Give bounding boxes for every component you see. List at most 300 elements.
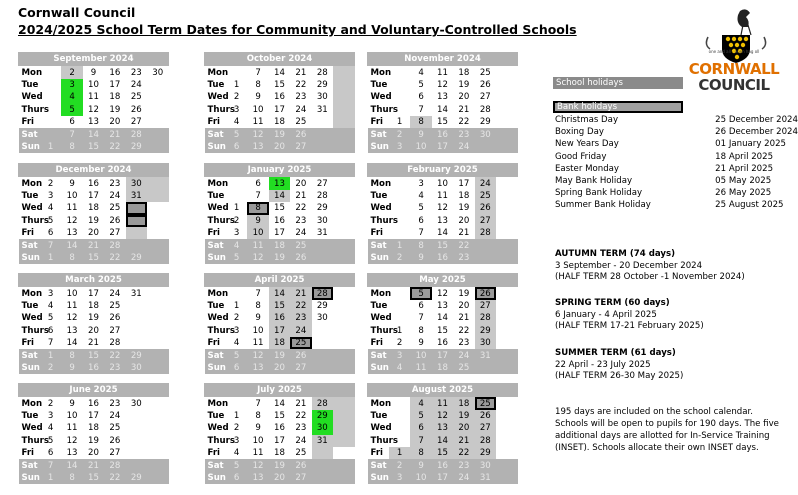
week-row [205,141,355,153]
day-cell: 1 [233,79,240,90]
day-cell: 3 [389,141,410,153]
day-label: Sun [205,252,226,264]
week-row [205,104,355,116]
day-cell: 26 [475,287,496,300]
day-cell: 16 [437,338,448,349]
day-label: Sat [205,128,226,140]
day-label: Sat [205,459,226,471]
day-cell: 31 [475,349,496,361]
day-cell: 2 [233,92,240,103]
day-label: Tue [21,410,39,421]
day-cell: 25 [109,300,121,311]
month-calendar [204,52,355,153]
day-cell: 22 [104,472,125,484]
day-label: Wed [370,92,392,103]
day-cell [312,239,333,251]
day-cell [496,422,517,434]
day-cell [312,447,333,459]
day-cell: 23 [453,459,474,471]
day-cell [126,410,147,422]
week-row [368,349,518,361]
day-cell: 8 [255,300,261,311]
day-cell: 22 [295,203,307,214]
day-label: Sat [19,128,40,140]
day-cell: 12 [437,79,448,90]
day-cell: 1 [389,447,410,459]
day-cell: 5 [226,349,247,361]
day-cell: 19 [458,203,470,214]
day-cell [147,252,168,264]
bank-holiday-row [555,126,798,138]
day-label: Tue [207,300,225,311]
day-cell: 6 [418,215,424,226]
day-cell: 25 [130,92,142,103]
day-cell: 14 [274,398,285,409]
day-cell [389,410,410,422]
week-row [205,422,355,434]
day-cell: 3 [233,435,240,446]
term-heading: SUMMER TERM (61 days) [555,348,676,358]
day-label: Mon [207,398,229,409]
day-cell [496,472,517,484]
day-cell: 16 [432,459,453,471]
week-row [205,410,355,422]
day-cell [226,177,247,190]
day-cell [389,227,410,239]
day-cell: 11 [66,203,78,214]
week-row [205,337,355,349]
day-cell: 8 [61,472,82,484]
day-cell [147,337,168,349]
day-cell: 7 [40,459,61,471]
day-cell [333,116,354,128]
day-label: Mon [370,178,392,189]
holiday-name: Boxing Day [555,127,604,138]
day-cell: 7 [418,228,424,239]
day-label: Fri [207,448,221,459]
day-cell: 23 [130,67,142,78]
week-row [19,459,169,471]
month-title: March 2025 [19,274,169,287]
term-half-term: (HALF TERM 17-21 February 2025) [555,321,704,331]
day-label: Tue [370,300,388,311]
day-cell: 3 [47,288,54,299]
week-row [368,325,518,337]
day-cell: 28 [109,338,121,349]
day-label: Mon [21,67,43,78]
week-row [205,472,355,484]
holiday-date: 25 August 2025 [715,200,784,211]
day-cell: 9 [255,92,261,103]
day-cell: 4 [61,91,82,103]
bank-holiday-list [555,114,798,212]
day-cell: 21 [458,104,470,115]
week-row [368,141,518,153]
day-cell [389,312,410,324]
day-cell: 29 [312,410,333,422]
day-label: Sat [205,349,226,361]
day-label: Thurs [370,325,398,336]
day-cell [333,422,354,434]
day-label: Tue [21,79,39,90]
day-cell [389,397,410,410]
week-row [205,325,355,337]
day-cell: 11 [437,67,448,78]
day-cell: 11 [252,448,264,459]
day-cell: 26 [290,252,311,264]
day-cell: 7 [40,239,61,251]
day-cell: 12 [88,104,99,115]
day-cell [126,447,147,459]
day-cell: 17 [274,104,285,115]
day-cell [333,190,354,202]
day-cell: 29 [126,349,147,361]
week-row [19,397,169,410]
month-title: February 2025 [368,164,518,177]
day-cell: 29 [316,203,328,214]
day-cell: 22 [453,239,474,251]
day-cell [147,215,168,227]
day-cell [312,325,333,337]
day-cell: 21 [295,398,307,409]
bank-holiday-row [555,163,798,175]
day-cell: 18 [432,362,453,374]
day-cell: 23 [290,312,311,324]
week-row [19,215,169,227]
day-cell: 21 [295,67,307,78]
day-cell: 7 [47,338,54,349]
week-row [368,362,518,374]
day-cell: 11 [66,423,78,434]
day-cell: 26 [109,313,121,324]
week-row [19,239,169,251]
day-cell: 22 [458,117,470,128]
day-cell [333,66,354,79]
day-cell: 2 [47,398,54,409]
month-calendar [367,52,518,153]
day-cell: 30 [152,67,164,78]
day-label: Sat [368,128,389,140]
day-cell: 7 [410,435,431,447]
week-row [19,337,169,349]
week-row [205,190,355,202]
day-label: Thurs [370,435,398,446]
day-cell: 18 [269,239,290,251]
day-cell: 15 [83,141,104,153]
holiday-name: May Bank Holiday [555,176,633,187]
day-cell: 15 [437,117,448,128]
day-cell [333,447,354,459]
day-cell [126,202,147,214]
bank-holiday-row [555,187,798,199]
day-cell: 31 [475,472,496,484]
day-cell: 14 [432,435,453,447]
day-cell [496,104,517,116]
day-label: Sun [19,472,40,484]
week-row [205,252,355,264]
day-cell: 25 [109,203,121,214]
day-cell: 7 [255,288,261,299]
day-cell: 15 [83,472,104,484]
week-row [368,128,518,140]
day-label: Sun [19,252,40,264]
day-cell: 14 [269,190,290,202]
day-cell: 28 [104,239,125,251]
day-cell: 6 [226,141,247,153]
day-label: Thurs [207,435,235,446]
week-row [205,177,355,190]
day-cell: 15 [432,239,453,251]
day-cell [147,239,168,251]
week-row [19,79,169,91]
day-cell [147,177,168,190]
day-cell [333,397,354,410]
day-label: Mon [207,178,229,189]
day-cell: 14 [269,287,290,300]
day-cell [389,422,410,434]
week-row [368,227,518,239]
autumn-term-block [555,249,745,284]
day-label: Tue [207,410,225,421]
term-heading: AUTUMN TERM (74 days) [555,249,676,259]
holiday-date: 21 April 2025 [715,163,774,174]
day-label: Fri [207,228,221,239]
day-cell: 4 [418,190,424,201]
day-cell: 13 [437,300,448,311]
day-cell: 4 [47,300,54,311]
day-label: Sat [19,349,40,361]
day-cell: 5 [61,104,82,116]
day-cell: 5 [410,287,431,300]
day-cell [475,252,496,264]
spring-term-block [555,298,704,333]
week-row [368,116,518,128]
day-label: Thurs [207,215,235,226]
day-label: Sun [205,362,226,374]
day-cell: 13 [269,177,290,190]
day-cell: 23 [109,398,121,409]
term-heading: SPRING TERM (60 days) [555,298,670,308]
day-cell: 3 [418,178,424,189]
day-cell: 24 [290,325,311,337]
day-cell [147,104,168,116]
day-cell: 5 [226,128,247,140]
day-cell: 10 [252,325,264,336]
day-cell: 20 [453,422,474,434]
day-label: Sun [19,141,40,153]
day-cell: 10 [410,472,431,484]
day-cell: 12 [437,288,448,299]
day-cell: 8 [61,141,82,153]
day-cell [475,141,496,153]
day-cell: 6 [410,422,431,434]
week-row [205,397,355,410]
day-cell: 5 [226,252,247,264]
day-cell: 30 [475,459,496,471]
week-row [19,104,169,116]
day-cell: 28 [312,397,333,410]
day-cell: 20 [88,448,99,459]
month-title: July 2025 [205,384,355,397]
day-cell: 26 [130,104,142,115]
week-row [368,300,518,312]
day-cell: 13 [247,141,268,153]
day-cell: 12 [247,349,268,361]
day-cell: 18 [88,203,99,214]
day-cell [333,325,354,337]
month-title: August 2025 [368,384,518,397]
week-row [368,91,518,103]
day-label: Wed [370,203,392,214]
day-cell: 1 [40,252,61,264]
day-label: Sat [368,459,389,471]
day-cell: 6 [418,92,424,103]
day-cell: 25 [295,117,307,128]
day-cell: 15 [432,447,453,459]
day-cell [333,252,354,264]
day-cell: 22 [453,447,474,459]
legend-school-holidays: School holidays [553,77,683,89]
day-cell: 22 [295,79,307,90]
week-row [368,202,518,214]
day-cell: 19 [458,79,470,90]
day-cell: 11 [437,190,448,201]
week-row [368,239,518,251]
day-cell: 14 [437,228,448,239]
day-cell: 15 [83,252,104,264]
day-cell: 1 [389,239,410,251]
week-row [19,66,169,79]
day-cell: 16 [269,312,290,324]
day-cell: 14 [437,313,448,324]
day-cell: 7 [418,313,424,324]
day-cell [496,177,517,190]
day-label: Thurs [370,215,398,226]
day-cell: 9 [61,362,82,374]
day-cell: 30 [312,422,333,434]
day-cell: 24 [295,228,307,239]
legend-bank-holidays: Bank holidays [553,101,683,113]
day-cell: 23 [458,338,470,349]
day-cell: 25 [475,397,496,410]
day-cell: 2 [389,252,410,264]
day-cell [496,349,517,361]
day-cell: 8 [418,325,424,336]
day-cell [389,300,410,312]
day-cell [496,141,517,153]
day-cell: 18 [88,300,99,311]
day-cell [389,287,410,300]
day-label: Tue [370,190,388,201]
day-cell: 29 [475,325,496,337]
holiday-date: 26 December 2024 [715,127,798,138]
day-cell: 27 [316,178,328,189]
day-cell: 18 [88,423,99,434]
day-cell: 4 [226,239,247,251]
day-label: Wed [370,423,392,434]
bank-holiday-row [555,151,798,163]
day-label: Wed [207,92,229,103]
day-label: Wed [21,92,43,103]
day-cell: 2 [396,338,403,349]
day-cell: 25 [290,337,311,349]
day-cell: 28 [475,435,496,447]
week-row [19,362,169,374]
day-cell: 11 [410,362,431,374]
day-cell [333,472,354,484]
week-row [19,349,169,361]
week-row [19,325,169,337]
bank-holiday-row [555,175,798,187]
day-cell: 22 [104,252,125,264]
day-cell: 9 [69,178,75,189]
day-cell: 6 [418,300,424,311]
day-cell [496,410,517,422]
week-row [19,410,169,422]
day-cell: 14 [61,239,82,251]
month-title: October 2024 [205,53,355,66]
day-cell [40,66,61,79]
day-cell: 4 [418,67,424,78]
day-cell: 24 [109,288,121,299]
day-label: Thurs [21,104,49,115]
day-cell: 1 [40,349,61,361]
month-calendar [204,383,355,484]
holiday-date: 25 December 2024 [715,115,798,126]
term-half-term: (HALF TERM 28 October -1 November 2024) [555,272,745,282]
day-cell [496,202,517,214]
day-cell: 24 [475,177,496,190]
day-cell: 2 [233,215,240,226]
day-cell: 4 [410,397,431,410]
day-cell [126,422,147,434]
day-cell [333,410,354,422]
day-cell: 28 [479,104,491,115]
day-cell: 22 [458,325,470,336]
summer-term-block [555,348,683,383]
week-row [368,472,518,484]
day-cell: 8 [61,349,82,361]
day-cell: 19 [458,288,470,299]
day-cell [496,79,517,91]
day-cell: 13 [66,448,78,459]
day-cell [147,91,168,103]
day-cell: 16 [274,215,285,226]
day-cell: 10 [410,349,431,361]
day-cell: 19 [88,435,99,446]
day-cell [147,300,168,312]
day-cell: 19 [88,215,99,226]
day-cell [147,362,168,374]
day-cell: 27 [109,448,121,459]
day-cell: 26 [475,410,496,422]
week-row [205,287,355,300]
day-cell [333,312,354,324]
day-cell [389,177,410,190]
day-cell: 25 [475,190,496,202]
day-cell [147,472,168,484]
day-cell [40,128,61,140]
day-cell: 28 [126,128,147,140]
day-cell: 1 [233,410,240,421]
day-cell: 21 [290,287,311,300]
day-label: Tue [21,190,39,201]
day-cell: 10 [66,410,78,421]
week-row [19,116,169,128]
day-label: Mon [21,288,43,299]
day-cell: 21 [453,435,474,447]
day-cell: 21 [295,190,307,201]
